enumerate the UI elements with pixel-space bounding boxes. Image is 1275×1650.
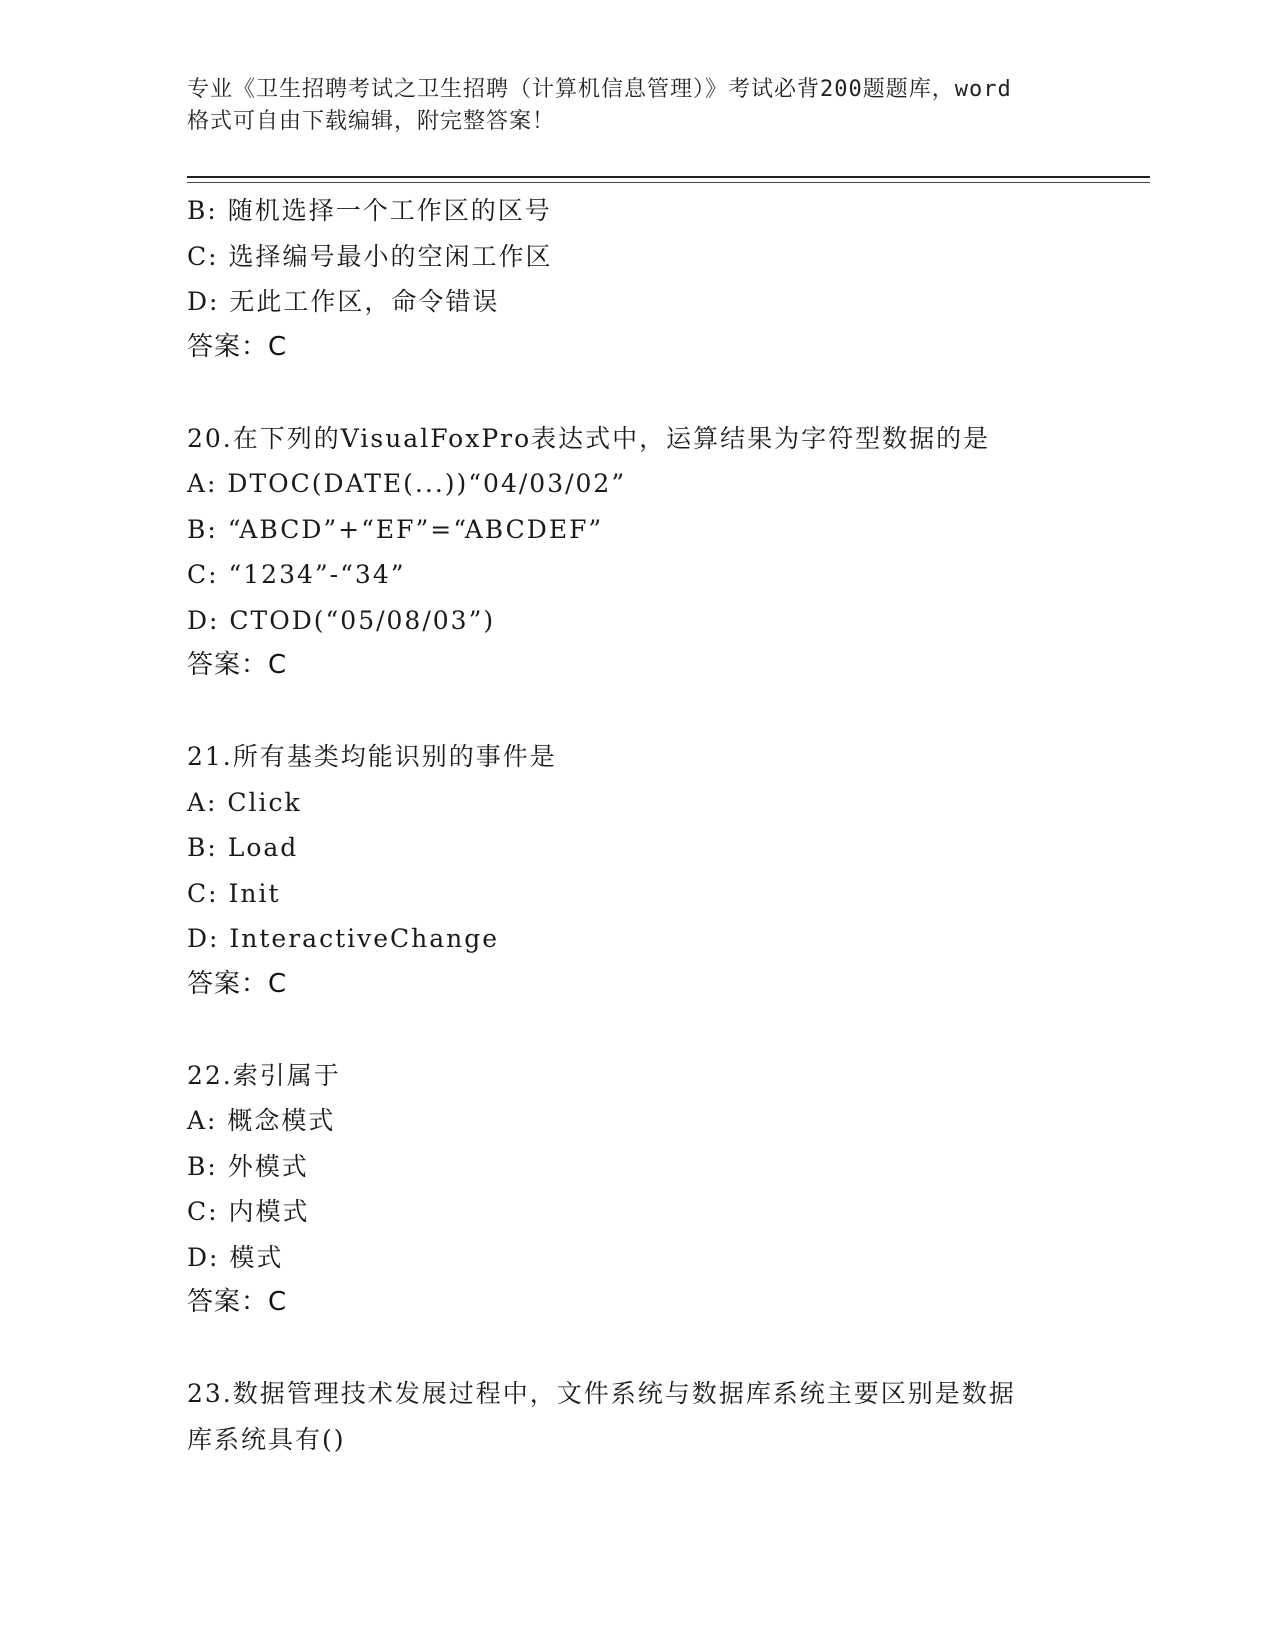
option-c: C: Init: [187, 878, 281, 908]
question-title: 22.索引属于: [187, 1060, 341, 1090]
answer-line: 答案：C: [187, 650, 288, 680]
question-22: [187, 1053, 1087, 1326]
question-21: [187, 734, 1087, 1007]
option-b: B: 外模式: [187, 1151, 309, 1181]
option-b: B: “ABCD”+“EF”=“ABCDEF”: [187, 514, 604, 544]
option-d: D: CTOD(“05/08/03”): [187, 605, 496, 635]
option-d: D: 模式: [187, 1242, 284, 1272]
spacer: [187, 1007, 1087, 1053]
header-line-2: 格式可自由下载编辑，附完整答案！: [187, 109, 556, 134]
option-c: C: “1234”-“34”: [187, 560, 406, 589]
option-a: A: Click: [187, 787, 302, 817]
header-line-1: 专业《卫生招聘考试之卫生招聘（计算机信息管理）》考试必背200题题库，word: [187, 77, 1012, 102]
option-a: A: 概念模式: [187, 1106, 336, 1135]
option-c: C: 选择编号最小的空闲工作区: [187, 241, 553, 271]
header-divider-thick: [187, 176, 1150, 178]
spacer: [187, 689, 1087, 735]
question-title-line-1: 23.数据管理技术发展过程中，文件系统与数据库系统主要区别是数据: [187, 1379, 1016, 1408]
question-title: 20.在下列的VisualFoxPro表达式中，运算结果为字符型数据的是: [187, 423, 991, 453]
option-a: A: DTOC(DATE(...))“04/03/02”: [187, 469, 627, 498]
option-c: C: 内模式: [187, 1197, 310, 1226]
answer-line: 答案：C: [187, 1287, 288, 1317]
question-title: 21.所有基类均能识别的事件是: [187, 742, 557, 771]
answer-line: 答案：C: [187, 968, 288, 999]
option-d: D: InteractiveChange: [187, 924, 500, 953]
option-b: B: 随机选择一个工作区的区号: [187, 196, 552, 225]
question-list: [187, 188, 1087, 1462]
spacer: [187, 370, 1087, 416]
header-divider-thin: [187, 182, 1150, 183]
question-19-tail: [187, 188, 1087, 370]
spacer: [187, 1326, 1087, 1372]
document-header: [187, 74, 1107, 138]
question-20: [187, 416, 1087, 689]
option-d: D: 无此工作区，命令错误: [187, 287, 500, 316]
question-title-line-2: 库系统具有(): [187, 1424, 346, 1454]
option-b: B: Load: [187, 833, 299, 862]
answer-line: 答案：C: [187, 331, 288, 362]
question-23: [187, 1371, 1087, 1462]
